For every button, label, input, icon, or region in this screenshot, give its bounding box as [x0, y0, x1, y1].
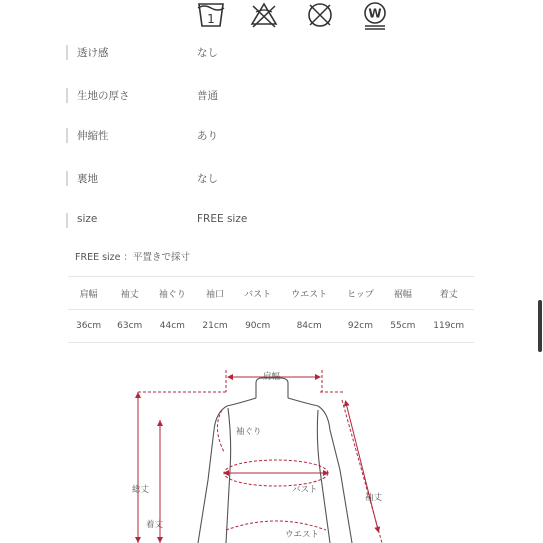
- scrollbar[interactable]: [536, 0, 543, 543]
- attribute-label: 裏地: [77, 173, 98, 185]
- value-cell: 119cm: [423, 310, 474, 343]
- wash-number: 1: [207, 12, 215, 26]
- total-length-label: 総丈: [132, 485, 150, 495]
- attribute-size: [66, 210, 486, 232]
- header-cell: 袖口: [194, 277, 235, 310]
- attribute-value: なし: [197, 173, 218, 185]
- value-cell: 21cm: [194, 310, 235, 343]
- wet-clean-icon: [361, 0, 389, 30]
- attribute-value: 普通: [197, 90, 218, 102]
- value-cell: 92cm: [339, 310, 383, 343]
- wet-clean-letter: W: [368, 6, 382, 21]
- no-bleach-icon: [250, 0, 278, 30]
- wash-icon: [197, 0, 225, 30]
- header-cell: 袖丈: [109, 277, 150, 310]
- size-table: [68, 276, 474, 343]
- header-cell: 着丈: [423, 277, 474, 310]
- attribute-transparency: [66, 42, 486, 64]
- size-table-row: [68, 310, 474, 343]
- header-cell: 裾幅: [382, 277, 423, 310]
- header-cell: バスト: [236, 277, 280, 310]
- value-cell: 84cm: [280, 310, 339, 343]
- attribute-value: FREE size: [197, 213, 248, 225]
- attribute-value: なし: [197, 47, 218, 59]
- value-cell: 90cm: [236, 310, 280, 343]
- attribute-value: あり: [197, 130, 218, 142]
- right-body-line: [317, 410, 330, 543]
- armhole-label: 袖ぐり: [236, 427, 262, 437]
- sleeve-arrow: [346, 403, 378, 530]
- header-cell: 袖ぐり: [150, 277, 194, 310]
- length-label: 着丈: [146, 520, 164, 530]
- waist-label: ウエスト: [285, 530, 320, 540]
- size-note: FREE size ：平置きで採寸: [75, 252, 191, 263]
- value-cell: 36cm: [68, 310, 109, 343]
- value-cell: 63cm: [109, 310, 150, 343]
- care-icons-row: [0, 0, 543, 38]
- shoulder-label: 肩幅: [263, 372, 281, 382]
- bust-label: バスト: [292, 485, 318, 495]
- sleeve-label: 袖丈: [365, 493, 383, 503]
- attribute-lining: [66, 168, 486, 190]
- attribute-label: size: [77, 213, 98, 225]
- armhole-curve: [217, 410, 224, 452]
- attribute-stretch: [66, 125, 486, 147]
- attribute-thickness: [66, 85, 486, 107]
- attribute-label: 生地の厚さ: [77, 90, 130, 102]
- left-body-line: [226, 408, 231, 543]
- header-cell: 肩幅: [68, 277, 109, 310]
- header-cell: ヒップ: [339, 277, 383, 310]
- scrollbar-thumb[interactable]: [538, 300, 542, 352]
- attribute-label: 伸縮性: [77, 130, 109, 142]
- garment-diagram: [120, 360, 420, 543]
- no-tumble-dry-icon: [306, 0, 334, 30]
- header-cell: ウエスト: [280, 277, 339, 310]
- waist-curve: [226, 521, 326, 530]
- value-cell: 55cm: [382, 310, 423, 343]
- attribute-label: 透け感: [77, 47, 109, 59]
- value-cell: 44cm: [150, 310, 194, 343]
- size-table-header: [68, 277, 474, 310]
